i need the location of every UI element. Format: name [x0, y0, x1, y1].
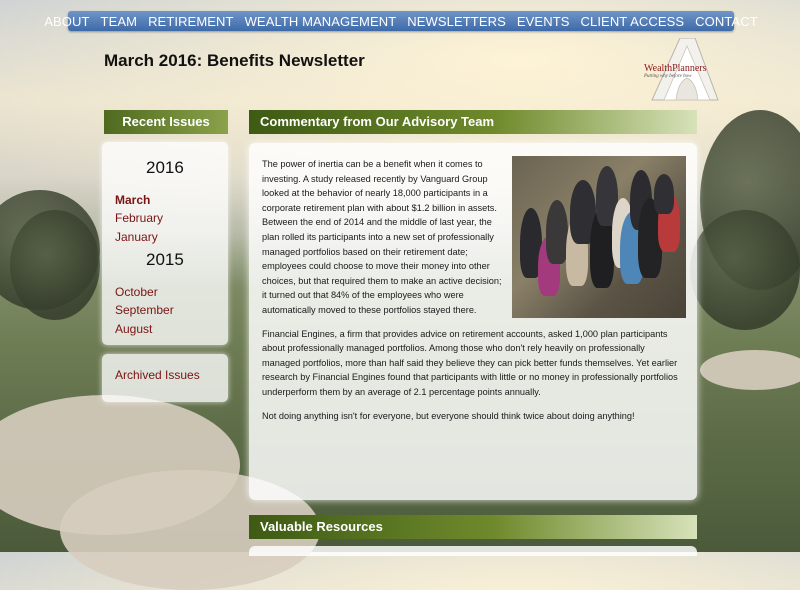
year-2015: 2015 — [146, 250, 184, 269]
valuable-resources-heading: Valuable Resources — [249, 515, 697, 539]
issue-link-march-2016[interactable]: March — [115, 193, 151, 207]
commentary-paragraph-1: The power of inertia can be a benefit when it comes to investing. A study released recently by Vanguard Group looked at the behavior of nearly 18,000 participants in a corporate retirement plan with about $1.2 billion in assets. Between the end of 2014 and the middle of last year, the plan rolled its participants into a new set of professionally managed portfolios based on their retirement date; employees could choose to move their money into other choices, but that required them to make an active decision; it turned out that 84% of the employees who were automatically moved to these portfolios stayed there. — [262, 159, 502, 315]
recent-issues-heading: Recent Issues — [104, 110, 228, 134]
logo-tagline: Putting why before how — [644, 74, 692, 79]
nav-contact[interactable]: CONTACT — [695, 13, 758, 29]
commentary-body — [262, 157, 682, 432]
year-2016: 2016 — [146, 158, 184, 177]
commentary-paragraph-2: Financial Engines, a firm that provides advice on retirement accounts, asked 1,000 plan participants about professionally managed portfolios. Among those who don't rely heavily on professionally managed portfolios, more than half said they believe they can pick better funds themselves. Yet earlier research by Financial Engines found that participants with little or no money in professionally portfolios underperform them by an average of 2.1 percentage points annually. — [262, 328, 678, 397]
issue-link-august-2015[interactable]: August — [115, 322, 153, 336]
valuable-resources-panel — [249, 546, 697, 556]
nav-wealth-management[interactable]: WEALTH MANAGEMENT — [244, 13, 397, 29]
issue-link-october-2015[interactable]: October — [115, 285, 158, 299]
advisory-team-photo — [512, 156, 686, 318]
issue-link-january-2016[interactable]: January — [115, 230, 158, 244]
nav-newsletters[interactable]: NEWSLETTERS — [407, 13, 506, 29]
nav-retirement[interactable]: RETIREMENT — [148, 13, 234, 29]
issue-link-february-2016[interactable]: February — [115, 211, 164, 225]
wealthplanners-logo[interactable] — [640, 38, 740, 102]
nav-about[interactable]: ABOUT — [44, 13, 90, 29]
nav-team[interactable]: TEAM — [100, 13, 138, 29]
nav-client-access[interactable]: CLIENT ACCESS — [580, 13, 685, 29]
archived-issues-link[interactable]: Archived Issues — [115, 368, 200, 382]
issue-link-september-2015[interactable]: September — [115, 303, 174, 317]
commentary-heading: Commentary from Our Advisory Team — [249, 110, 697, 134]
commentary-paragraph-3: Not doing anything isn't for everyone, but everyone should think twice about doing anything! — [262, 410, 635, 421]
nav-events[interactable]: EVENTS — [516, 13, 570, 29]
page-title: March 2016: Benefits Newsletter — [104, 51, 365, 70]
top-nav — [44, 11, 758, 31]
logo-name: WealthPlanners — [644, 63, 707, 74]
